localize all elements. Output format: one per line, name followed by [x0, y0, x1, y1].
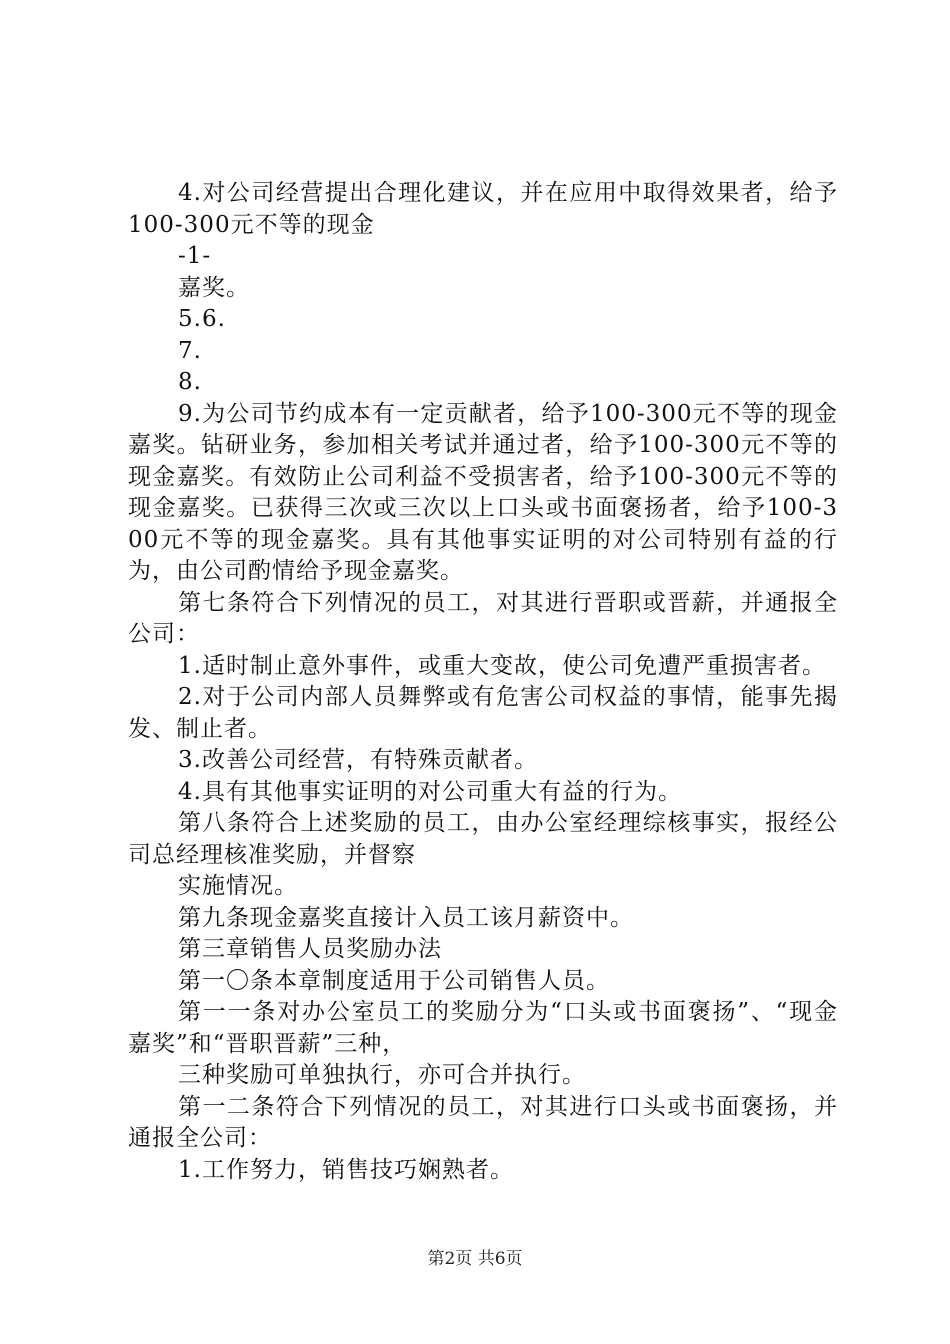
page-footer: 第2页 共6页	[427, 1249, 523, 1269]
paragraph: 第七条符合下列情况的员工，对其进行晋职或晋薪，并通报全公司：	[128, 589, 838, 647]
paragraph: 第一〇条本章制度适用于公司销售人员。	[178, 967, 610, 994]
paragraph: 嘉奖。	[178, 274, 250, 301]
paragraph: 第一二条符合下列情况的员工，对其进行口头或书面褒扬，并通报全公司：	[128, 1093, 838, 1151]
paragraph: -1-	[178, 243, 212, 269]
paragraph: 9.为公司节约成本有一定贡献者，给予100-300元不等的现金嘉奖。钻研业务，参加相关考试并通过者，给予100-300元不等的现金嘉奖。有效防止公司利益不受损害者，给予100-300元不等的现金嘉奖。已获得三次或三次以上口头或书面褒扬者，给予100-300元不等的现金嘉奖。具有其他事实证明的对公司特别有益的行为，由公司酌情给予现金嘉奖。	[128, 400, 838, 584]
paragraph: 1.适时制止意外事件，或重大变故，使公司免遭严重损害者。	[178, 652, 826, 679]
paragraph: 4.具有其他事实证明的对公司重大有益的行为。	[178, 778, 682, 805]
paragraph: 1.工作努力，销售技巧娴熟者。	[178, 1156, 514, 1183]
paragraph: 8.	[178, 369, 202, 395]
paragraph: 第一一条对办公室员工的奖励分为“口头或书面褒扬”、“现金嘉奖”和“晋职晋薪”三种，	[128, 999, 838, 1057]
paragraph: 3.改善公司经营，有特殊贡献者。	[178, 747, 538, 773]
paragraph: 第八条符合上述奖励的员工，由办公室经理综核事实，报经公司总经理核准奖励，并督察	[128, 810, 838, 868]
paragraph: 5.6.	[178, 306, 226, 332]
paragraph: 第九条现金嘉奖直接计入员工该月薪资中。	[178, 904, 634, 931]
paragraph: 4.对公司经营提出合理化建议，并在应用中取得效果者，给予100-300元不等的现金	[128, 180, 838, 238]
document-body	[128, 178, 838, 1186]
paragraph: 2.对于公司内部人员舞弊或有危害公司权益的事情，能事先揭发、制止者。	[128, 684, 838, 742]
paragraph: 实施情况。	[178, 873, 298, 899]
paragraph: 第三章销售人员奖励办法	[178, 936, 442, 962]
paragraph: 三种奖励可单独执行，亦可合并执行。	[178, 1062, 586, 1088]
paragraph: 7.	[178, 337, 202, 364]
